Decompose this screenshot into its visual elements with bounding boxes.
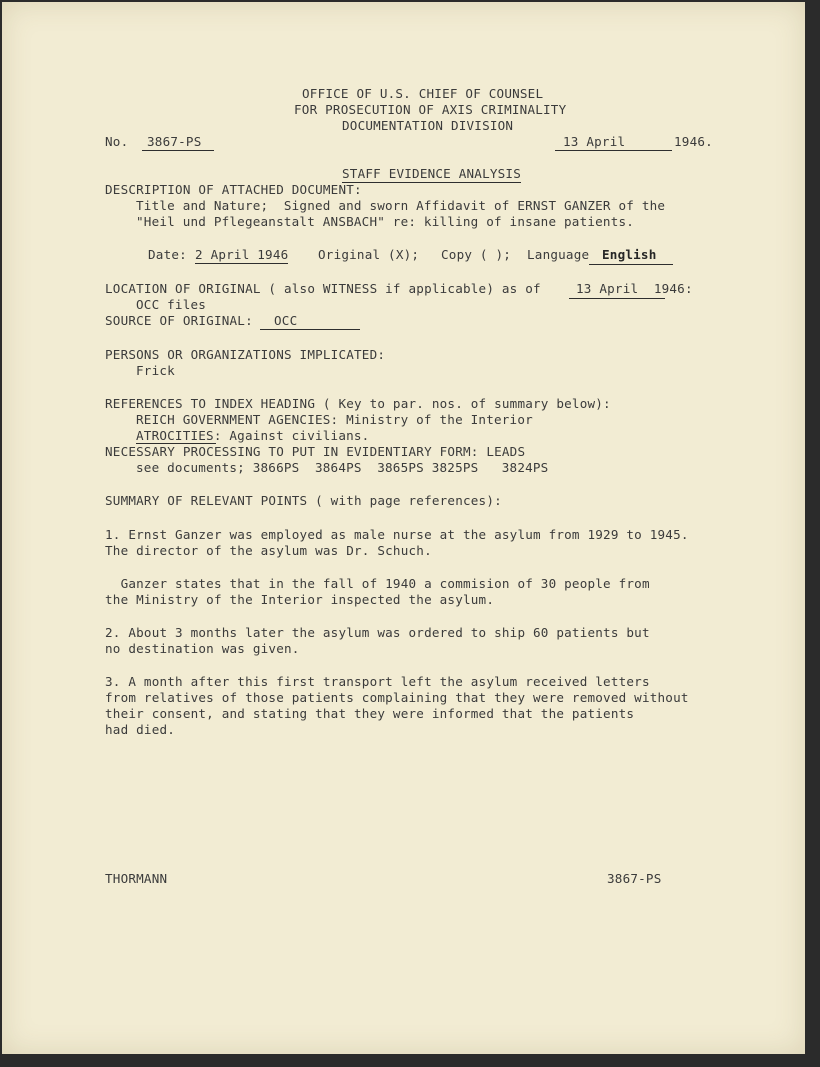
summary-paragraph-3-line-2: from relatives of those patients complaining that they were removed without — [105, 690, 689, 705]
summary-paragraph-1b-line-1: Ganzer states that in the fall of 1940 a commision of 30 people from — [105, 576, 650, 591]
date-value: 2 April 1946 — [195, 247, 289, 262]
summary-paragraph-3-line-4: had died. — [105, 722, 176, 737]
language-underline — [589, 264, 673, 265]
processing-documents: see documents; 3866PS 3864PS 3865PS 3825PS 3824PS — [136, 460, 549, 475]
analyst-name: THORMANN — [105, 871, 168, 886]
reference-item-1: REICH GOVERNMENT AGENCIES: Ministry of the Interior — [136, 412, 533, 427]
summary-paragraph-1b-line-2: the Ministry of the Interior inspected the asylum. — [105, 592, 495, 607]
source-underline — [260, 329, 360, 330]
references-heading: REFERENCES TO INDEX HEADING ( Key to par. nos. of summary below): — [105, 396, 611, 411]
description-heading: DESCRIPTION OF ATTACHED DOCUMENT: — [105, 182, 362, 197]
language-value: English — [602, 247, 657, 262]
header-line-3: DOCUMENTATION DIVISION — [342, 118, 514, 133]
analysis-title: STAFF EVIDENCE ANALYSIS — [342, 166, 521, 181]
doc-number-label: No. — [105, 134, 129, 149]
doc-number: 3867-PS — [147, 134, 202, 149]
persons-heading: PERSONS OR ORGANIZATIONS IMPLICATED: — [105, 347, 386, 362]
date-label: Date: — [148, 247, 187, 262]
date-underline — [555, 150, 672, 151]
original-field: Original (X); — [318, 247, 420, 262]
header-line-1: OFFICE OF U.S. CHIEF OF COUNSEL — [302, 86, 544, 101]
summary-paragraph-3-line-1: 3. A month after this first transport left the asylum received letters — [105, 674, 650, 689]
copy-field: Copy ( ); — [441, 247, 512, 262]
summary-paragraph-2-line-1: 2. About 3 months later the asylum was ordered to ship 60 patients but — [105, 625, 650, 640]
doc-number-underline — [142, 150, 214, 151]
document-page — [2, 2, 805, 1054]
title-nature-line-1: Title and Nature; Signed and sworn Affidavit of ERNST GANZER of the — [136, 198, 666, 213]
document-date: 13 April — [563, 134, 626, 149]
source-value: OCC — [274, 313, 298, 328]
summary-paragraph-2-line-2: no destination was given. — [105, 641, 300, 656]
location-date: 13 April 1946: — [576, 281, 693, 296]
persons-value: Frick — [136, 363, 175, 378]
header-line-2: FOR PROSECUTION OF AXIS CRIMINALITY — [294, 102, 567, 117]
location-date-underline — [569, 298, 665, 299]
summary-paragraph-1-line-2: The director of the asylum was Dr. Schuch. — [105, 543, 432, 558]
location-label: LOCATION OF ORIGINAL ( also WITNESS if applicable) as of — [105, 281, 541, 296]
summary-heading: SUMMARY OF RELEVANT POINTS ( with page references): — [105, 493, 502, 508]
location-value: OCC files — [136, 297, 207, 312]
processing-heading: NECESSARY PROCESSING TO PUT IN EVIDENTIARY FORM: LEADS — [105, 444, 526, 459]
summary-paragraph-3-line-3: their consent, and stating that they were informed that the patients — [105, 706, 635, 721]
footer-doc-number: 3867-PS — [607, 871, 662, 886]
title-nature-line-2: "Heil und Pflegeanstalt ANSBACH" re: killing of insane patients. — [136, 214, 635, 229]
document-year: 1946. — [674, 134, 713, 149]
reference-item-2: ATROCITIES: Against civilians. — [136, 428, 370, 443]
language-label: Language — [527, 247, 590, 262]
source-label: SOURCE OF ORIGINAL: — [105, 313, 253, 328]
summary-paragraph-1-line-1: 1. Ernst Ganzer was employed as male nurse at the asylum from 1929 to 1945. — [105, 527, 689, 542]
